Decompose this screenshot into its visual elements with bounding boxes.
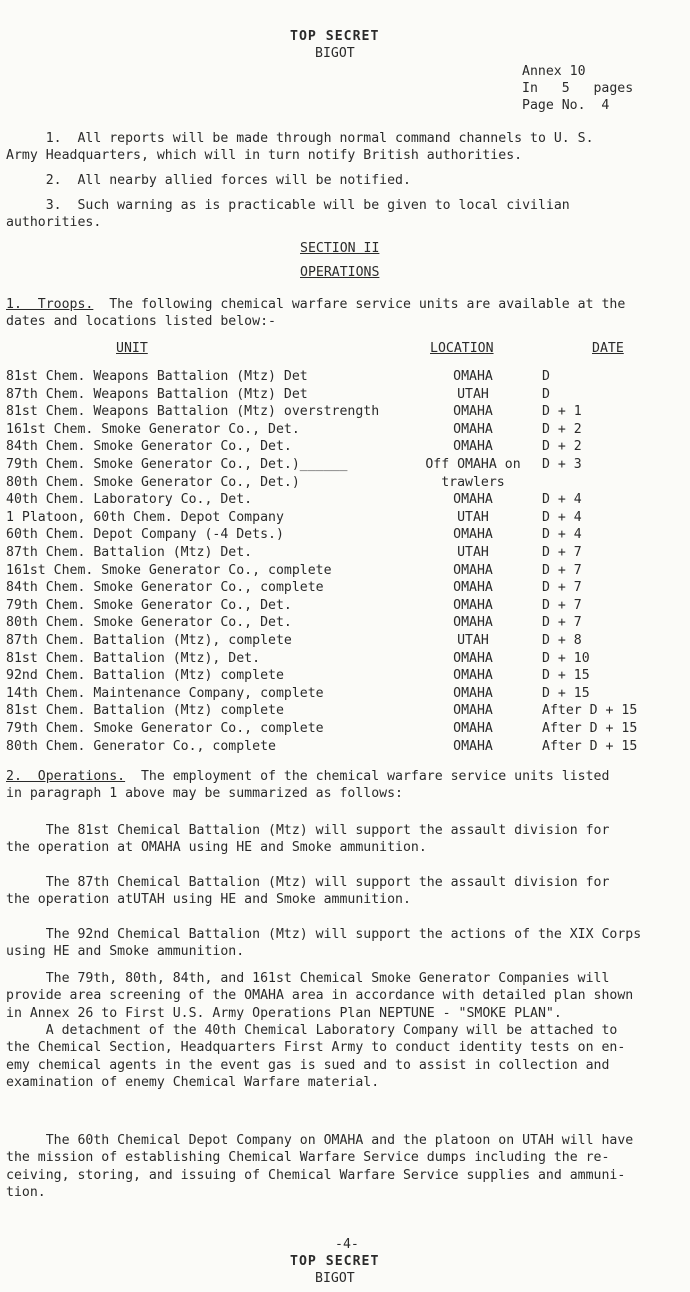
operations-para-5-line: the Chemical Section, Headquarters First Army to conduct identity tests on en- xyxy=(6,1040,626,1056)
location-cell: OMAHA xyxy=(453,650,493,666)
operations-heading: 2. Operations. xyxy=(6,769,126,784)
unit-cell: 81st Chem. Battalion (Mtz), Det. xyxy=(6,650,261,666)
operations-para-4-line: The 79th, 80th, 84th, and 161st Chemical Smoke Generator Companies will xyxy=(6,971,610,986)
location-cell: OMAHA xyxy=(453,492,493,508)
unit-cell: 60th Chem. Depot Company (-4 Dets.) xyxy=(6,527,284,543)
operations-para-6-line: ceiving, storing, and issuing of Chemical Warfare Service supplies and ammuni- xyxy=(6,1167,626,1183)
page-number-line: Page No. 4 xyxy=(522,98,610,113)
unit-cell: 161st Chem. Smoke Generator Co., complete xyxy=(6,562,332,578)
col-header-location: LOCATION xyxy=(430,341,494,356)
operations-para-3-line: using HE and Smoke ammunition. xyxy=(6,944,245,960)
operations-para-6-line: the mission of establishing Chemical Warfare Service dumps including the re- xyxy=(6,1150,610,1166)
location-cell: OMAHA xyxy=(453,703,493,719)
location-cell: OMAHA xyxy=(453,421,493,437)
section-number: SECTION II xyxy=(300,241,380,256)
location-cell: Off OMAHA on xyxy=(425,457,521,472)
table-row xyxy=(6,667,690,685)
date-cell: After D + 15 xyxy=(542,738,638,754)
location-cell: trawlers xyxy=(441,474,505,490)
table-row xyxy=(6,544,690,562)
location-cell: OMAHA xyxy=(453,562,493,578)
date-cell: D + 4 xyxy=(542,492,582,508)
unit-cell: 84th Chem. Smoke Generator Co., complete xyxy=(6,580,324,596)
location-cell: OMAHA xyxy=(453,404,493,420)
operations-para-2-line: The 87th Chemical Battalion (Mtz) will support the assault division for xyxy=(6,875,610,890)
location-cell: UTAH xyxy=(457,386,489,402)
table-row xyxy=(6,685,690,703)
unit-cell: 92nd Chem. Battalion (Mtz) complete xyxy=(6,668,284,684)
intro-p1-line2: Army Headquarters, which will in turn notify British authorities. xyxy=(6,148,523,163)
location-cell: OMAHA xyxy=(453,527,493,543)
unit-cell: 81st Chem. Battalion (Mtz) complete xyxy=(6,703,284,719)
unit-cell: 81st Chem. Weapons Battalion (Mtz) overstrength xyxy=(6,404,380,420)
table-row xyxy=(6,526,690,544)
operations-para-4-line: in Annex 26 to First U.S. Army Operations Plan NEPTUNE - "SMOKE PLAN". xyxy=(6,1005,562,1021)
unit-cell: 161st Chem. Smoke Generator Co., Det. xyxy=(6,421,300,437)
table-row xyxy=(6,597,690,615)
unit-cell: 79th Chem. Smoke Generator Co., complete xyxy=(6,721,324,736)
table-row xyxy=(6,403,690,421)
date-cell: D xyxy=(542,369,550,384)
unit-cell: 87th Chem. Battalion (Mtz) Det. xyxy=(6,545,253,560)
location-cell: UTAH xyxy=(457,509,489,525)
date-cell: D + 7 xyxy=(542,597,582,613)
operations-heading-rest: The employment of the chemical warfare service units listed xyxy=(125,769,610,784)
operations-para-6-line: tion. xyxy=(6,1185,46,1201)
date-cell: D + 15 xyxy=(542,668,590,684)
page-count: In 5 pages xyxy=(522,81,634,96)
unit-cell: 1 Platoon, 60th Chem. Depot Company xyxy=(6,509,284,525)
intro-p3-line1: 3. Such warning as is practicable will be given to local civilian xyxy=(6,198,570,213)
date-cell: D + 8 xyxy=(542,633,582,648)
table-row xyxy=(6,579,690,597)
classification-stamp-top: TOP SECRET xyxy=(290,29,380,44)
date-cell: D + 3 xyxy=(542,457,582,472)
operations-para-1-line: The 81st Chemical Battalion (Mtz) will support the assault division for xyxy=(6,823,610,838)
table-row xyxy=(6,368,690,386)
table-row xyxy=(6,386,690,404)
operations-para-2-line: the operation atUTAH using HE and Smoke ammunition. xyxy=(6,892,411,908)
location-cell: OMAHA xyxy=(453,668,493,684)
intro-p2: 2. All nearby allied forces will be notified. xyxy=(6,173,411,188)
location-cell: OMAHA xyxy=(453,439,493,455)
date-cell: D xyxy=(542,386,550,402)
operations-para-3-line: The 92nd Chemical Battalion (Mtz) will support the actions of the XIX Corps xyxy=(6,927,642,942)
location-cell: OMAHA xyxy=(453,721,493,736)
table-row xyxy=(6,632,690,650)
table-row xyxy=(6,702,690,720)
location-cell: UTAH xyxy=(457,633,489,648)
date-cell: D + 1 xyxy=(542,404,582,420)
date-cell: D + 4 xyxy=(542,509,582,525)
operations-para-6-line: The 60th Chemical Depot Company on OMAHA and the platoon on UTAH will have xyxy=(6,1133,634,1148)
unit-cell: 80th Chem. Smoke Generator Co., Det. xyxy=(6,615,292,631)
location-cell: UTAH xyxy=(457,545,489,560)
troops-heading: 1. Troops. xyxy=(6,297,94,312)
location-cell: OMAHA xyxy=(453,597,493,613)
table-row xyxy=(6,650,690,668)
date-cell: D + 2 xyxy=(542,439,582,455)
operations-line2: in paragraph 1 above may be summarized as follows: xyxy=(6,786,403,801)
annex-label: Annex 10 xyxy=(522,64,586,79)
intro-p3-line2: authorities. xyxy=(6,215,102,230)
location-cell: OMAHA xyxy=(453,369,493,384)
intro-p1-line1: 1. All reports will be made through normal command channels to U. S. xyxy=(6,131,594,146)
troops-heading-line xyxy=(6,296,625,313)
unit-cell: 80th Chem. Smoke Generator Co., Det.) xyxy=(6,474,300,490)
date-cell: D + 7 xyxy=(542,562,582,578)
unit-cell: 87th Chem. Battalion (Mtz), complete xyxy=(6,633,292,648)
classification-stamp-bottom: TOP SECRET xyxy=(290,1254,380,1269)
unit-cell: 14th Chem. Maintenance Company, complete xyxy=(6,685,324,701)
date-cell: D + 7 xyxy=(542,545,582,560)
troops-heading-rest: The following chemical warfare service units are available at the xyxy=(93,297,626,312)
operations-para-5-line: examination of enemy Chemical Warfare material. xyxy=(6,1075,380,1091)
unit-cell: 81st Chem. Weapons Battalion (Mtz) Det xyxy=(6,369,308,384)
operations-para-4-line: provide area screening of the OMAHA area in accordance with detailed plan shown xyxy=(6,988,634,1004)
section-title: OPERATIONS xyxy=(300,265,380,280)
table-row xyxy=(6,456,690,474)
table-row xyxy=(6,438,690,456)
date-cell: D + 10 xyxy=(542,650,590,666)
unit-cell: 79th Chem. Smoke Generator Co., Det. xyxy=(6,597,292,613)
location-cell: OMAHA xyxy=(453,580,493,596)
date-cell: D + 2 xyxy=(542,421,582,437)
table-row xyxy=(6,474,690,492)
unit-cell: 80th Chem. Generator Co., complete xyxy=(6,738,276,754)
location-cell: OMAHA xyxy=(453,738,493,754)
table-row xyxy=(6,738,690,756)
operations-para-5-line: emy chemical agents in the event gas is sued and to assist in collection and xyxy=(6,1057,610,1073)
codeword-top: BIGOT xyxy=(315,46,355,61)
unit-cell: 87th Chem. Weapons Battalion (Mtz) Det xyxy=(6,386,308,402)
date-cell: D + 15 xyxy=(542,685,590,701)
operations-para-1-line: the operation at OMAHA using HE and Smoke ammunition. xyxy=(6,840,427,856)
table-row xyxy=(6,509,690,527)
footer-page-number: -4- xyxy=(335,1237,359,1252)
operations-para-5-line: A detachment of the 40th Chemical Laboratory Company will be attached to xyxy=(6,1023,618,1038)
unit-cell: 84th Chem. Smoke Generator Co., Det. xyxy=(6,439,292,455)
date-cell: D + 7 xyxy=(542,615,582,631)
location-cell: OMAHA xyxy=(453,685,493,701)
col-header-date: DATE xyxy=(592,341,624,356)
date-cell: After D + 15 xyxy=(542,703,638,719)
col-header-unit: UNIT xyxy=(116,341,148,356)
table-row xyxy=(6,421,690,439)
operations-heading-line xyxy=(6,768,609,785)
date-cell: D + 4 xyxy=(542,527,582,543)
table-row xyxy=(6,491,690,509)
unit-cell: 40th Chem. Laboratory Co., Det. xyxy=(6,492,253,508)
troops-line2: dates and locations listed below:- xyxy=(6,314,276,329)
location-cell: OMAHA xyxy=(453,615,493,631)
table-row xyxy=(6,720,690,738)
date-cell: After D + 15 xyxy=(542,721,638,736)
codeword-bottom: BIGOT xyxy=(315,1271,355,1286)
table-row xyxy=(6,614,690,632)
unit-cell: 79th Chem. Smoke Generator Co., Det.)______ xyxy=(6,457,348,472)
date-cell: D + 7 xyxy=(542,580,582,596)
table-row xyxy=(6,562,690,580)
